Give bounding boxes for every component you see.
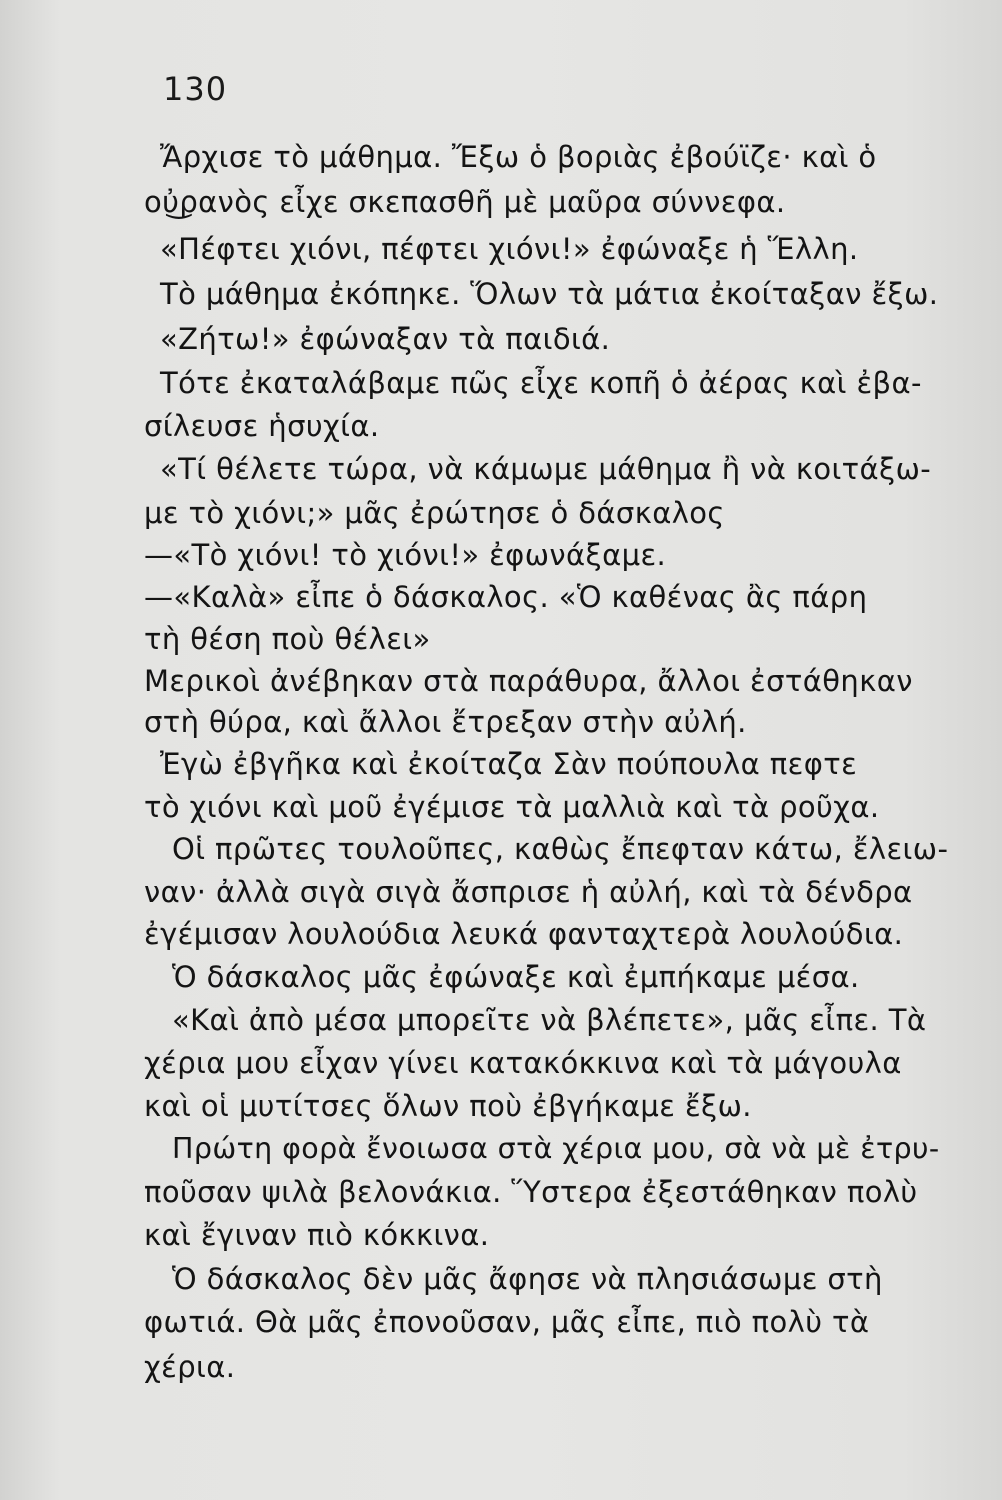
text-line: τὸ χιόνι καὶ μοῦ ἐγέμισε τὰ μαλλιὰ καὶ τὰ ροῦχα. (144, 790, 880, 824)
text-line: στὴ θύρα, καὶ ἄλλοι ἔτρεξαν στὴν αὐλή. (144, 705, 747, 739)
text-line: «Τί θέλετε τώρα, νὰ κάμωμε μάθημα ἢ νὰ κοιτάξω- (160, 452, 932, 486)
text-line: Πρώτη φορὰ ἔνοιωσα στὰ χέρια μου, σὰ νὰ μὲ ἐτρυ- (172, 1132, 940, 1165)
text-line: —«Καλὰ» εἶπε ὁ δάσκαλος. «Ὁ καθένας ἂς πάρη (144, 580, 868, 614)
text-line: Ὁ δάσκαλος μᾶς ἐφώναξε καὶ ἐμπήκαμε μέσα. (172, 960, 860, 994)
text-line: Ἐγὼ ἐβγῆκα καὶ ἐκοίταζα Σὰν πούπουλα πεφτε (160, 747, 858, 781)
text-line: χέρια. (144, 1350, 236, 1384)
text-line: με τὸ χιόνι;» μᾶς ἐρώτησε ὁ δάσκαλος (144, 496, 725, 530)
text-line: οὐ͜ρανὸς εἶχε σκεπασθῆ μὲ μαῦρα σύννεφα. (144, 185, 786, 219)
text-line: ποῦσαν ψιλὰ βελονάκια. Ὕστερα ἐξεστάθηκαν πολὺ (144, 1175, 918, 1209)
page-number: 130 (163, 70, 228, 108)
text-line: «Καὶ ἀπὸ μέσα μπορεῖτε νὰ βλέπετε», μᾶς εἶπε. Τὰ (172, 1003, 927, 1037)
text-line: σίλευσε ἡσυχία. (144, 409, 380, 443)
text-line: ναν· ἀλλὰ σιγὰ σιγὰ ἄσπρισε ἡ αὐλή, καὶ τὰ δένδρα (144, 875, 913, 909)
text-line: Μερικοὶ ἀνέβηκαν στὰ παράθυρα, ἄλλοι ἐστάθηκαν (144, 664, 913, 698)
text-line: καὶ οἱ μυτίτσες ὅλων ποὺ ἐβγήκαμε ἔξω. (144, 1089, 752, 1123)
text-line: «Πέφτει χιόνι, πέφτει χιόνι!» ἐφώναξε ἡ Ἕλλη. (160, 232, 859, 266)
text-line: Τότε ἐκαταλάβαμε πῶς εἶχε κοπῆ ὁ ἀέρας καὶ ἐβα- (160, 366, 922, 400)
text-line: Τὸ μάθημα ἐκόπηκε. Ὅλων τὰ μάτια ἐκοίταξαν ἔξω. (160, 277, 939, 311)
text-line: —«Τὸ χιόνι! τὸ χιόνι!» ἐφωνάξαμε. (144, 538, 667, 572)
text-line: καὶ ἔγιναν πιὸ κόκκινα. (144, 1218, 490, 1252)
text-line: «Ζήτω!» ἐφώναξαν τὰ παιδιά. (160, 322, 611, 356)
text-line: τὴ θέση ποὺ θέλει» (144, 622, 431, 656)
text-line: Οἱ πρῶτες τουλοῦπες, καθὼς ἔπεφταν κάτω, ἔλειω- (172, 832, 949, 866)
text-line: Ὁ δάσκαλος δὲν μᾶς ἄφησε νὰ πλησιάσωμε στὴ (172, 1262, 883, 1296)
text-line: ἐγέμισαν λουλούδια λευκά φανταχτερὰ λουλούδια. (144, 917, 904, 951)
text-line: χέρια μου εἶχαν γίνει κατακόκκινα καὶ τὰ μάγουλα (144, 1046, 902, 1080)
text-line: Ἄρχισε τὸ μάθημα. Ἔξω ὁ βοριὰς ἐβούϊζε· καὶ ὁ (160, 140, 877, 174)
text-line: φωτιά. Θὰ μᾶς ἐπονοῦσαν, μᾶς εἶπε, πιὸ πολὺ τὰ (144, 1305, 870, 1339)
